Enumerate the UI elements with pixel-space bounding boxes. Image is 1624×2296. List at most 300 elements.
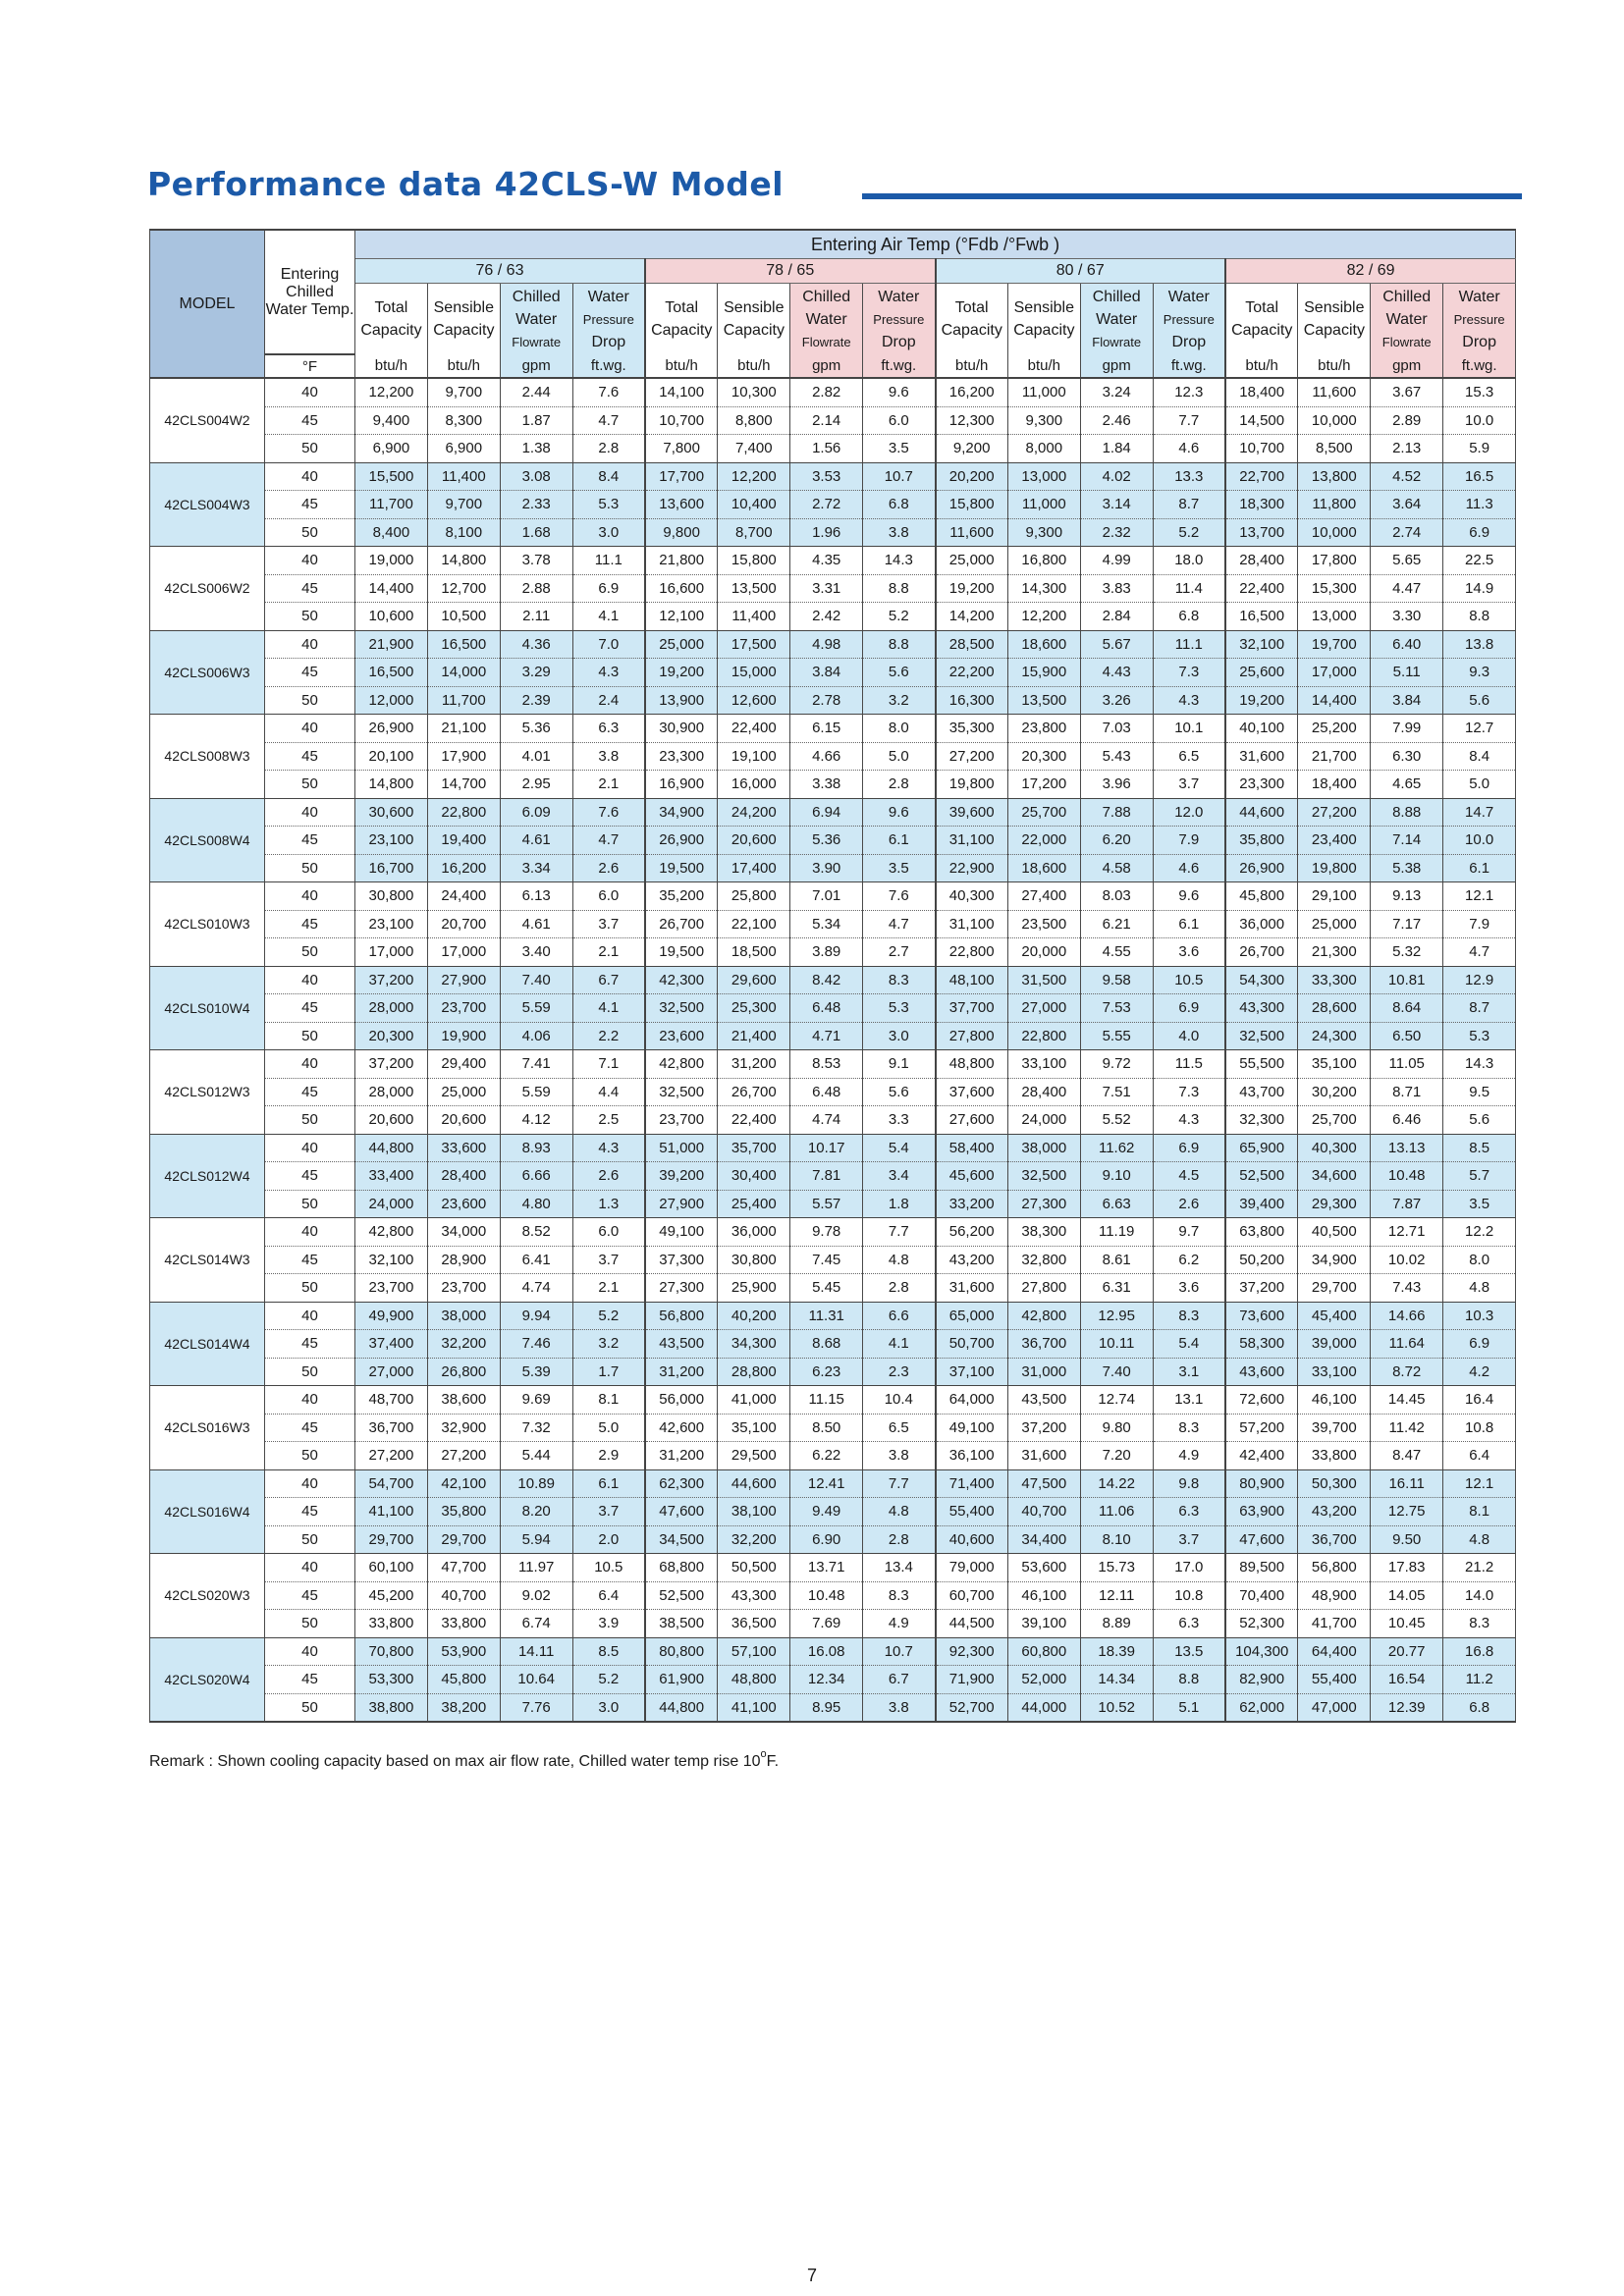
data-cell: 15.3 [1443,378,1516,406]
data-cell: 38,300 [1007,1218,1080,1247]
entering-temp-cell: 50 [265,1442,355,1470]
data-cell: 49,100 [645,1218,718,1247]
data-cell: 27,200 [355,1442,428,1470]
entering-temp-cell: 40 [265,1637,355,1666]
data-cell: 15.73 [1080,1554,1153,1582]
data-cell: 6.66 [500,1162,572,1191]
entering-temp-cell: 40 [265,1218,355,1247]
data-cell: 1.84 [1080,435,1153,463]
data-cell: 5.52 [1080,1106,1153,1135]
header-group-3: 82 / 69 [1225,259,1516,284]
data-cell: 8.0 [863,715,936,743]
data-cell: 30,900 [645,715,718,743]
data-cell: 9,800 [645,518,718,547]
data-cell: 21,900 [355,630,428,659]
data-cell: 10.5 [1153,966,1225,994]
entering-temp-cell: 50 [265,1610,355,1638]
table-row [150,1469,1516,1498]
data-cell: 11.42 [1371,1414,1443,1442]
data-cell: 42,100 [427,1469,500,1498]
table-row [150,686,1516,715]
data-cell: 28,400 [1225,547,1298,575]
data-cell: 10.52 [1080,1693,1153,1722]
data-cell: 51,000 [645,1134,718,1162]
header-entering-temp [265,230,355,354]
data-cell: 2.1 [572,938,645,967]
data-cell: 9,300 [1007,406,1080,435]
data-cell: 18,300 [1225,491,1298,519]
data-cell: 3.4 [863,1162,936,1191]
data-cell: 6.63 [1080,1190,1153,1218]
header-unit-water-1: ft.wg. [863,354,936,378]
data-cell: 12.71 [1371,1218,1443,1247]
data-cell: 2.1 [572,1274,645,1303]
data-cell: 10.8 [1153,1581,1225,1610]
data-cell: 25,600 [1225,659,1298,687]
data-cell: 2.88 [500,574,572,603]
table-row [150,659,1516,687]
data-cell: 12.2 [1443,1218,1516,1247]
data-cell: 25,000 [1298,910,1371,938]
data-cell: 54,700 [355,1469,428,1498]
data-cell: 23,700 [355,1274,428,1303]
data-cell: 13.3 [1153,462,1225,491]
data-cell: 8.3 [1153,1302,1225,1330]
data-cell: 7.53 [1080,994,1153,1023]
data-cell: 13.13 [1371,1134,1443,1162]
data-cell: 30,800 [355,882,428,911]
header-unit-total-2: btu/h [936,354,1008,378]
data-cell: 46,100 [1007,1581,1080,1610]
data-cell: 4.7 [863,910,936,938]
data-cell: 6.20 [1080,827,1153,855]
data-cell: 9.3 [1443,659,1516,687]
data-cell: 2.74 [1371,518,1443,547]
table-row [150,827,1516,855]
data-cell: 2.84 [1080,603,1153,631]
data-cell: 7.20 [1080,1442,1153,1470]
data-cell: 73,600 [1225,1302,1298,1330]
header-col-sensible-line-0: Sensible Capacity [1013,299,1075,339]
data-cell: 3.84 [790,659,863,687]
data-cell: 40,300 [1298,1134,1371,1162]
table-row [150,1525,1516,1554]
header-unit-sensible-0: btu/h [427,354,500,378]
data-cell: 44,500 [936,1610,1008,1638]
table-row [150,1246,1516,1274]
data-cell: 14,400 [355,574,428,603]
data-cell: 4.61 [500,827,572,855]
data-cell: 19,800 [936,771,1008,799]
data-cell: 5.94 [500,1525,572,1554]
data-cell: 38,200 [427,1693,500,1722]
data-cell: 7.40 [1080,1358,1153,1386]
table-row [150,1190,1516,1218]
data-cell: 6.31 [1080,1274,1153,1303]
data-cell: 20.77 [1371,1637,1443,1666]
data-cell: 35,800 [1225,827,1298,855]
header-col-chilled-3 [1371,284,1443,355]
data-cell: 27,900 [427,966,500,994]
data-cell: 3.29 [500,659,572,687]
data-cell: 17,200 [1007,771,1080,799]
data-cell: 12,200 [718,462,790,491]
data-cell: 27,000 [1007,994,1080,1023]
data-cell: 2.42 [790,603,863,631]
header-unit-water-0: ft.wg. [572,354,645,378]
data-cell: 3.38 [790,771,863,799]
entering-temp-cell: 40 [265,378,355,406]
data-cell: 10.1 [1153,715,1225,743]
data-cell: 25,300 [718,994,790,1023]
data-cell: 19,700 [1298,630,1371,659]
data-cell: 16,800 [1007,547,1080,575]
data-cell: 2.3 [863,1358,936,1386]
data-cell: 2.5 [572,1106,645,1135]
data-cell: 22,200 [936,659,1008,687]
data-cell: 2.39 [500,686,572,715]
data-cell: 22,400 [718,1106,790,1135]
header-unit-chilled-0: gpm [500,354,572,378]
data-cell: 56,200 [936,1218,1008,1247]
data-cell: 19,000 [355,547,428,575]
data-cell: 3.8 [863,518,936,547]
data-cell: 5.32 [1371,938,1443,967]
data-cell: 5.65 [1371,547,1443,575]
data-cell: 42,300 [645,966,718,994]
data-cell: 6.9 [1443,1330,1516,1359]
data-cell: 43,300 [718,1581,790,1610]
data-cell: 17,000 [427,938,500,967]
data-cell: 64,000 [936,1386,1008,1415]
data-cell: 16.08 [790,1637,863,1666]
data-cell: 23,700 [427,1274,500,1303]
data-cell: 10.5 [572,1554,645,1582]
data-cell: 7.01 [790,882,863,911]
data-cell: 34,300 [718,1330,790,1359]
data-cell: 6.7 [572,966,645,994]
data-cell: 50,500 [718,1554,790,1582]
data-cell: 7.45 [790,1246,863,1274]
data-cell: 8.8 [1443,603,1516,631]
data-cell: 4.43 [1080,659,1153,687]
data-cell: 28,000 [355,1078,428,1106]
header-entering-air-temp: Entering Air Temp (°Fdb /°Fwb ) [355,230,1516,259]
header-unit-sensible-2: btu/h [1007,354,1080,378]
data-cell: 6.90 [790,1525,863,1554]
data-cell: 5.6 [1443,686,1516,715]
data-cell: 4.0 [1153,1022,1225,1050]
data-cell: 2.89 [1371,406,1443,435]
data-cell: 5.1 [1153,1693,1225,1722]
data-cell: 28,800 [718,1358,790,1386]
data-cell: 29,500 [718,1442,790,1470]
data-cell: 46,100 [1298,1386,1371,1415]
data-cell: 16.8 [1443,1637,1516,1666]
data-cell: 11.4 [1153,574,1225,603]
header-group-row [150,259,1516,284]
data-cell: 6.40 [1371,630,1443,659]
data-cell: 40,200 [718,1302,790,1330]
header-col-water-line-2: Drop [881,333,916,350]
data-cell: 8.8 [1153,1666,1225,1694]
data-cell: 29,600 [718,966,790,994]
data-cell: 16.11 [1371,1469,1443,1498]
data-cell: 6.8 [863,491,936,519]
data-cell: 29,400 [427,1050,500,1079]
data-cell: 4.35 [790,547,863,575]
data-cell: 48,100 [936,966,1008,994]
entering-temp-cell: 45 [265,1246,355,1274]
data-cell: 43,600 [1225,1358,1298,1386]
data-cell: 5.6 [863,1078,936,1106]
data-cell: 7.14 [1371,827,1443,855]
data-cell: 22.5 [1443,547,1516,575]
data-cell: 7.3 [1153,1078,1225,1106]
entering-temp-cell: 50 [265,1022,355,1050]
data-cell: 6.22 [790,1442,863,1470]
header-col-total-line-0: Total Capacity [360,299,422,339]
data-cell: 15,900 [1007,659,1080,687]
header-col-sensible-line-0: Sensible Capacity [1303,299,1365,339]
table-row [150,1302,1516,1330]
data-cell: 25,000 [645,630,718,659]
data-cell: 4.3 [572,1134,645,1162]
data-cell: 37,400 [355,1330,428,1359]
remark-degree: o [760,1748,767,1760]
table-row [150,462,1516,491]
data-cell: 6.3 [572,715,645,743]
data-cell: 37,200 [355,1050,428,1079]
data-cell: 18.0 [1153,547,1225,575]
data-cell: 63,900 [1225,1498,1298,1526]
data-cell: 12,100 [645,603,718,631]
data-cell: 1.3 [572,1190,645,1218]
data-cell: 24,400 [427,882,500,911]
header-unit-row [150,354,1516,378]
data-cell: 1.56 [790,435,863,463]
data-cell: 60,100 [355,1554,428,1582]
data-cell: 10.3 [1443,1302,1516,1330]
table-row [150,1162,1516,1191]
data-cell: 10.11 [1080,1330,1153,1359]
data-cell: 23,700 [645,1106,718,1135]
table-row [150,771,1516,799]
entering-temp-cell: 50 [265,1190,355,1218]
data-cell: 57,100 [718,1637,790,1666]
data-cell: 14.05 [1371,1581,1443,1610]
data-cell: 5.3 [1443,1022,1516,1050]
data-cell: 20,300 [355,1022,428,1050]
data-cell: 5.3 [572,491,645,519]
data-cell: 32,300 [1225,1106,1298,1135]
header-col-chilled-1 [790,284,863,355]
data-cell: 14.3 [1443,1050,1516,1079]
data-cell: 6.3 [1153,1610,1225,1638]
table-row [150,1106,1516,1135]
data-cell: 8.8 [863,574,936,603]
data-cell: 12,600 [718,686,790,715]
data-cell: 43,500 [645,1330,718,1359]
data-cell: 31,600 [936,1274,1008,1303]
data-cell: 14.0 [1443,1581,1516,1610]
data-cell: 70,400 [1225,1581,1298,1610]
data-cell: 35,700 [718,1134,790,1162]
table-row [150,1442,1516,1470]
table-row [150,1022,1516,1050]
data-cell: 6.74 [500,1610,572,1638]
data-cell: 3.78 [500,547,572,575]
data-cell: 3.53 [790,462,863,491]
data-cell: 8,400 [355,518,428,547]
header-col-water-line-2: Drop [1171,333,1207,350]
data-cell: 24,000 [1007,1106,1080,1135]
model-cell: 42CLS020W3 [150,1554,265,1638]
data-cell: 14,200 [936,603,1008,631]
data-cell: 60,800 [1007,1637,1080,1666]
header-col-water-line-1: Pressure [582,311,634,327]
data-cell: 14,500 [1225,406,1298,435]
data-cell: 4.12 [500,1106,572,1135]
data-cell: 36,000 [1225,910,1298,938]
table-row [150,882,1516,911]
data-cell: 12,200 [355,378,428,406]
model-cell: 42CLS006W2 [150,547,265,631]
data-cell: 58,300 [1225,1330,1298,1359]
data-cell: 24,000 [355,1190,428,1218]
data-cell: 25,700 [1298,1106,1371,1135]
data-cell: 32,200 [427,1330,500,1359]
entering-temp-cell: 45 [265,1330,355,1359]
data-cell: 12.9 [1443,966,1516,994]
data-cell: 8.64 [1371,994,1443,1023]
data-cell: 16.4 [1443,1386,1516,1415]
data-cell: 32,500 [645,994,718,1023]
data-cell: 4.71 [790,1022,863,1050]
data-cell: 10,000 [1298,406,1371,435]
data-cell: 6.0 [572,1218,645,1247]
data-cell: 8.95 [790,1693,863,1722]
data-cell: 31,600 [1007,1442,1080,1470]
data-cell: 3.5 [863,854,936,882]
data-cell: 6.4 [1443,1442,1516,1470]
data-cell: 2.46 [1080,406,1153,435]
data-cell: 89,500 [1225,1554,1298,1582]
data-cell: 23,500 [1007,910,1080,938]
data-cell: 19,200 [936,574,1008,603]
remark [149,1748,780,1771]
data-cell: 23,100 [355,827,428,855]
data-cell: 6,900 [355,435,428,463]
data-cell: 17,800 [1298,547,1371,575]
header-col-total-3 [1225,284,1298,355]
data-cell: 22,000 [1007,827,1080,855]
data-cell: 16,200 [936,378,1008,406]
entering-temp-cell: 50 [265,1693,355,1722]
data-cell: 5.3 [863,994,936,1023]
data-cell: 1.68 [500,518,572,547]
data-cell: 4.7 [572,406,645,435]
entering-temp-cell: 45 [265,910,355,938]
data-cell: 47,600 [1225,1525,1298,1554]
data-cell: 6.0 [863,406,936,435]
data-cell: 48,800 [718,1666,790,1694]
data-cell: 37,200 [355,966,428,994]
data-cell: 5.9 [1443,435,1516,463]
data-cell: 37,200 [1225,1274,1298,1303]
data-cell: 14.22 [1080,1469,1153,1498]
data-cell: 26,800 [427,1358,500,1386]
data-cell: 19,200 [645,659,718,687]
data-cell: 5.44 [500,1442,572,1470]
data-cell: 12.34 [790,1666,863,1694]
data-cell: 52,000 [1007,1666,1080,1694]
data-cell: 5.38 [1371,854,1443,882]
data-cell: 14,800 [355,771,428,799]
data-cell: 37,600 [936,1078,1008,1106]
data-cell: 50,300 [1298,1469,1371,1498]
data-cell: 63,800 [1225,1218,1298,1247]
data-cell: 4.80 [500,1190,572,1218]
data-cell: 6.1 [572,1469,645,1498]
data-cell: 33,100 [1007,1050,1080,1079]
data-cell: 8.52 [500,1218,572,1247]
data-cell: 3.83 [1080,574,1153,603]
data-cell: 26,900 [645,827,718,855]
data-cell: 22,900 [936,854,1008,882]
data-cell: 39,600 [936,798,1008,827]
data-cell: 40,500 [1298,1218,1371,1247]
data-cell: 4.9 [1153,1442,1225,1470]
header-col-water-line-1: Pressure [1453,311,1505,327]
data-cell: 4.4 [572,1078,645,1106]
data-cell: 7.3 [1153,659,1225,687]
data-cell: 16,500 [1225,603,1298,631]
data-cell: 27,200 [1298,798,1371,827]
data-cell: 12.1 [1443,882,1516,911]
data-cell: 4.9 [863,1610,936,1638]
model-cell: 42CLS008W3 [150,715,265,799]
data-cell: 50,200 [1225,1246,1298,1274]
table-row [150,1274,1516,1303]
page-number: 7 [806,2266,817,2285]
table-row [150,1414,1516,1442]
data-cell: 4.52 [1371,462,1443,491]
data-cell: 8.88 [1371,798,1443,827]
data-cell: 38,100 [718,1498,790,1526]
data-cell: 27,600 [936,1106,1008,1135]
entering-temp-cell: 40 [265,1050,355,1079]
table-row [150,1693,1516,1722]
data-cell: 4.74 [500,1274,572,1303]
data-cell: 70,800 [355,1637,428,1666]
data-cell: 17.0 [1153,1554,1225,1582]
entering-temp-cell: 50 [265,686,355,715]
data-cell: 10.0 [1443,827,1516,855]
data-cell: 6.0 [572,882,645,911]
data-cell: 9.10 [1080,1162,1153,1191]
data-cell: 5.57 [790,1190,863,1218]
entering-temp-cell: 45 [265,574,355,603]
header-col-water-line-1: Pressure [1163,311,1215,327]
header-col-chilled-line-1: Flowrate [512,334,562,349]
data-cell: 6.21 [1080,910,1153,938]
data-cell: 4.66 [790,742,863,771]
data-cell: 2.6 [572,1162,645,1191]
data-cell: 4.1 [572,994,645,1023]
data-cell: 25,400 [718,1190,790,1218]
data-cell: 29,700 [355,1525,428,1554]
